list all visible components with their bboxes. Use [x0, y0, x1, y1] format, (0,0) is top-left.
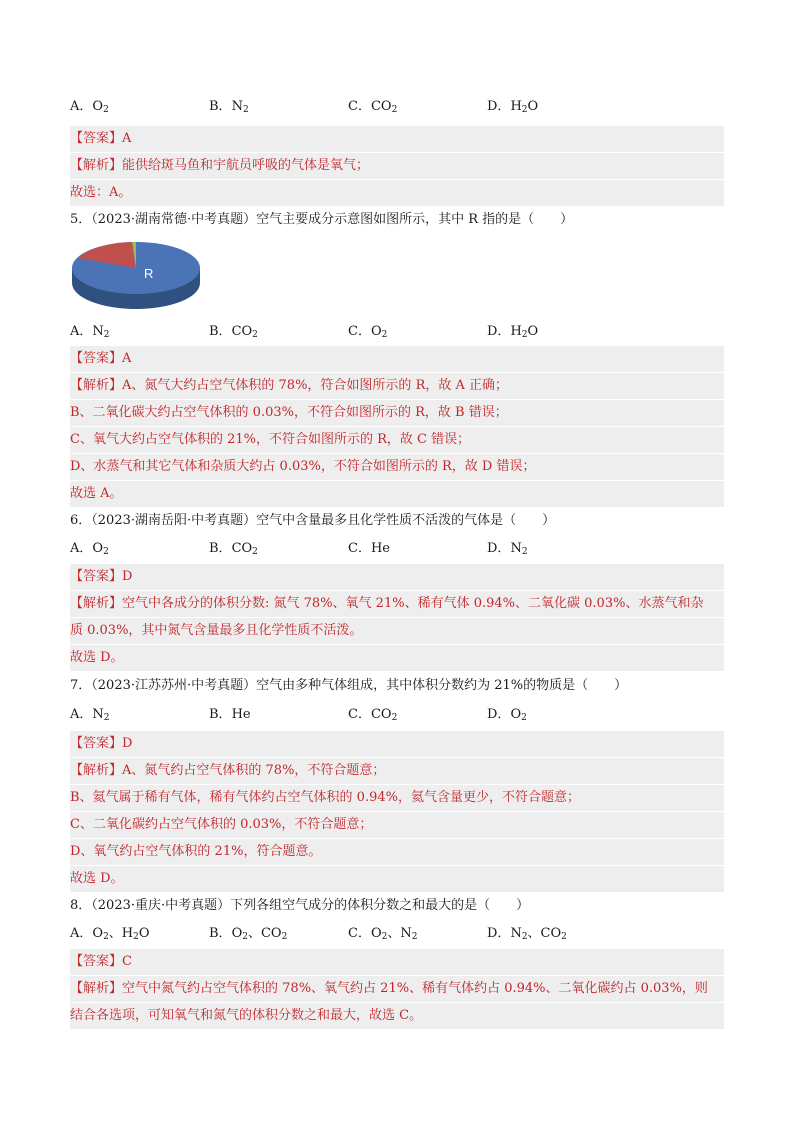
q7-analysis-line: D、氧气约占空气体积的 21%，符合题意。: [70, 839, 724, 865]
q8-options: [70, 921, 724, 947]
q5-option-a[interactable]: A．$N_2$: [70, 324, 110, 340]
q5-answer: 【答案】A: [70, 346, 724, 372]
q6-stem: 6．（2023·湖南岳阳·中考真题）空气中含量最多且化学性质不活泼的气体是（ ）: [70, 513, 556, 528]
q6-option-a[interactable]: A．$O_2$: [70, 541, 109, 557]
q5-analysis-line: C、氧气大约占空气体积的 21%，不符合如图所示的 R，故 C 错误；: [70, 427, 724, 453]
q7-options: [70, 702, 724, 728]
q4-answer: 【答案】A: [70, 126, 724, 152]
q4-option-a[interactable]: A．$O_2$: [70, 99, 109, 115]
q5-option-b[interactable]: B．$CO_2$: [209, 324, 258, 340]
q6-answer: 【答案】D: [70, 564, 724, 590]
q4-conclusion: 故选：A。: [70, 180, 724, 206]
q5-conclusion: 故选 A。: [70, 481, 724, 507]
q7-option-c[interactable]: C．$CO_2$: [348, 707, 398, 723]
q6-options: [70, 536, 724, 562]
q7-option-b[interactable]: B．He: [209, 707, 251, 722]
q5-options: [70, 319, 724, 345]
q5-option-d[interactable]: D．$H_2O$: [487, 324, 539, 340]
q7-analysis-line: B、氦气属于稀有气体，稀有气体约占空气体积的 0.94%，氦气含量更少，不符合题意；: [70, 785, 724, 811]
q6-analysis-line: 质 0.03%，其中氮气含量最多且化学性质不活泼。: [70, 618, 724, 644]
q7-analysis-line: 【解析】A、氮气约占空气体积的 78%，不符合题意；: [70, 758, 724, 784]
q4-option-b[interactable]: B．$N_2$: [209, 99, 249, 115]
q6-option-d[interactable]: D．$N_2$: [487, 541, 528, 557]
q8-stem: 8．（2023·重庆·中考真题）下列各组空气成分的体积分数之和最大的是（ ）: [70, 898, 530, 913]
q8-option-b[interactable]: B．$O_2$、$CO_2$: [209, 926, 288, 942]
q5-option-c[interactable]: C．$O_2$: [348, 324, 388, 340]
q5-analysis-line: D、水蒸气和其它气体和杂质大约占 0.03%，不符合如图所示的 R，故 D 错误；: [70, 454, 724, 480]
q7-analysis-line: C、二氧化碳约占空气体积的 0.03%，不符合题意；: [70, 812, 724, 838]
q6-analysis-line: 【解析】空气中各成分的体积分数: 氮气 78%、氧气 21%、稀有气体 0.94%、二氧化碳 0.03%、水蒸气和杂: [70, 591, 724, 617]
q8-answer: 【答案】C: [70, 949, 724, 975]
q7-answer: 【答案】D: [70, 731, 724, 757]
q8-option-a[interactable]: A．$O_2$、$H_2O$: [70, 926, 150, 942]
q8-analysis-line: 【解析】空气中氮气约占空气体积的 78%、氧气约占 21%、稀有气体约占 0.94%、二氧化碳约占 0.03%，则: [70, 976, 724, 1002]
q4-options: [70, 94, 724, 120]
q5-analysis-line: 【解析】A、氮气大约占空气体积的 78%，符合如图所示的 R，故 A 正确；: [70, 373, 724, 399]
q6-conclusion: 故选 D。: [70, 645, 724, 671]
q8-option-c[interactable]: C．$O_2$、$N_2$: [348, 926, 418, 942]
q5-stem: 5．（2023·湖南常德·中考真题）空气主要成分示意图如图所示，其中 R 指的是（ ）: [70, 212, 574, 227]
q4-analysis: 【解析】能供给斑马鱼和宇航员呼吸的气体是氧气；: [70, 153, 724, 179]
q7-option-d[interactable]: D．$O_2$: [487, 707, 527, 723]
air-composition-pie-chart: [70, 238, 202, 314]
q7-option-a[interactable]: A．$N_2$: [70, 707, 110, 723]
q5-analysis-line: B、二氧化碳大约占空气体积的 0.03%，不符合如图所示的 R，故 B 错误；: [70, 400, 724, 426]
q6-option-c[interactable]: C．He: [348, 541, 390, 556]
q8-analysis-line: 结合各选项，可知氧气和氮气的体积分数之和最大，故选 C。: [70, 1003, 724, 1029]
q7-conclusion: 故选 D。: [70, 866, 724, 892]
q4-option-c[interactable]: C．$CO_2$: [348, 99, 398, 115]
q7-stem: 7．（2023·江苏苏州·中考真题）空气由多种气体组成，其中体积分数约为 21%的物质是（ ）: [70, 678, 628, 693]
pie-label-r: R: [144, 266, 154, 281]
q6-option-b[interactable]: B．$CO_2$: [209, 541, 258, 557]
q8-option-d[interactable]: D．$N_2$、$CO_2$: [487, 926, 567, 942]
q4-option-d[interactable]: D．$H_2O$: [487, 99, 539, 115]
